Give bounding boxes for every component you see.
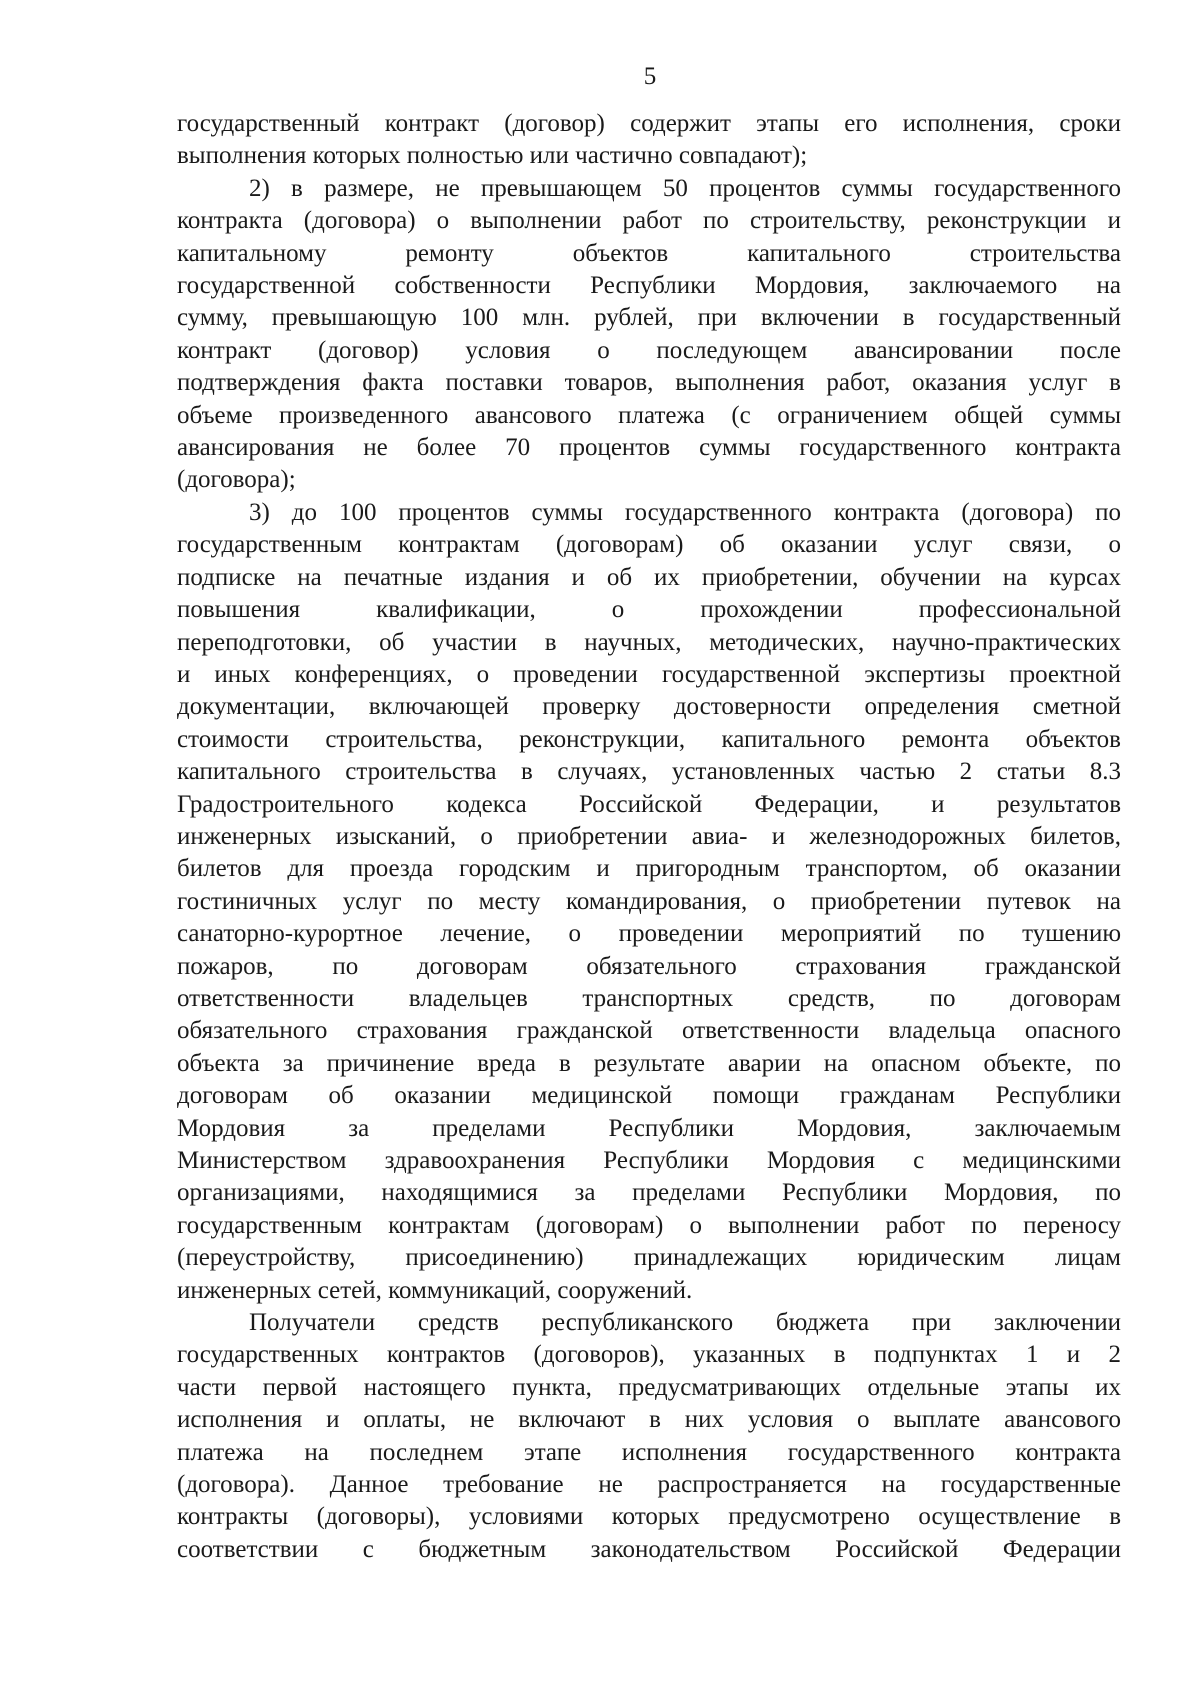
text-line: организациями, находящимися за пределами Республики Мордовия, по bbox=[177, 1179, 1121, 1207]
paragraph bbox=[177, 1307, 1121, 1566]
text-line: подтверждения факта поставки товаров, выполнения работ, оказания услуг в bbox=[177, 369, 1121, 397]
text-line: соответствии с бюджетным законодательством Российской Федерации bbox=[177, 1535, 1121, 1563]
document-body bbox=[177, 108, 1121, 1566]
page-number: 5 bbox=[643, 63, 657, 90]
text-line: переподготовки, об участии в научных, методических, научно-практических bbox=[177, 628, 1121, 656]
text-line: государственных контрактов (договоров), указанных в подпунктах 1 и 2 bbox=[177, 1341, 1121, 1369]
text-line: авансирования не более 70 процентов суммы государственного контракта bbox=[177, 434, 1121, 462]
text-line: подписке на печатные издания и об их приобретении, обучении на курсах bbox=[177, 563, 1121, 591]
text-line: инженерных сетей, коммуникаций, сооружений. bbox=[177, 1276, 693, 1304]
paragraph bbox=[177, 497, 1121, 1307]
text-line: государственной собственности Республики Мордовия, заключаемого на bbox=[177, 272, 1121, 300]
text-line: контракты (договоры), условиями которых предусмотрено осуществление в bbox=[177, 1503, 1121, 1531]
text-line: контракт (договор) условия о последующем авансировании после bbox=[177, 336, 1121, 364]
text-line: 3) до 100 процентов суммы государственного контракта (договора) по bbox=[249, 498, 1121, 526]
text-line: документации, включающей проверку достоверности определения сметной bbox=[177, 693, 1121, 721]
text-line: договорам об оказании медицинской помощи гражданам Республики bbox=[177, 1082, 1121, 1110]
text-line: государственный контракт (договор) содержит этапы его исполнения, сроки bbox=[177, 110, 1121, 137]
text-line: гостиничных услуг по месту командирования, о приобретении путевок на bbox=[177, 887, 1121, 915]
text-line: контракта (договора) о выполнении работ по строительству, реконструкции и bbox=[177, 207, 1121, 235]
text-line: капитального строительства в случаях, установленных частью 2 статьи 8.3 bbox=[177, 758, 1121, 786]
text-line: 2) в размере, не превышающем 50 процентов суммы государственного bbox=[249, 174, 1121, 202]
text-line: части первой настоящего пункта, предусматривающих отдельные этапы их bbox=[177, 1373, 1121, 1401]
text-line: объекта за причинение вреда в результате аварии на опасном объекте, по bbox=[177, 1049, 1121, 1077]
text-line: ответственности владельцев транспортных средств, по договорам bbox=[177, 984, 1121, 1012]
text-line: Градостроительного кодекса Российской Федерации, и результатов bbox=[177, 790, 1121, 818]
text-line: платежа на последнем этапе исполнения государственного контракта bbox=[177, 1438, 1121, 1466]
text-line: повышения квалификации, о прохождении профессиональной bbox=[177, 596, 1121, 624]
text-line: обязательного страхования гражданской ответственности владельца опасного bbox=[177, 1017, 1121, 1045]
text-line: исполнения и оплаты, не включают в них условия о выплате авансового bbox=[177, 1406, 1121, 1434]
text-line: (переустройству, присоединению) принадлежащих юридическим лицам bbox=[177, 1244, 1121, 1272]
text-line: санаторно-курортное лечение, о проведении мероприятий по тушению bbox=[177, 920, 1121, 948]
text-line: объеме произведенного авансового платежа (с ограничением общей суммы bbox=[177, 401, 1121, 429]
text-line: выполнения которых полностью или частично совпадают); bbox=[177, 142, 808, 170]
text-line: Получатели средств республиканского бюджета при заключении bbox=[249, 1309, 1121, 1337]
text-line: (договора). Данное требование не распространяется на государственные bbox=[177, 1471, 1121, 1499]
text-line: сумму, превышающую 100 млн. рублей, при включении в государственный bbox=[177, 304, 1121, 332]
paragraph bbox=[177, 173, 1121, 497]
text-line: Мордовия за пределами Республики Мордовия, заключаемым bbox=[177, 1114, 1121, 1142]
text-line: (договора); bbox=[177, 466, 296, 494]
text-line: государственным контрактам (договорам) о выполнении работ по переносу bbox=[177, 1211, 1121, 1239]
text-line: билетов для проезда городским и пригородным транспортом, об оказании bbox=[177, 855, 1121, 883]
text-line: пожаров, по договорам обязательного страхования гражданской bbox=[177, 952, 1121, 980]
text-line: инженерных изысканий, о приобретении авиа- и железнодорожных билетов, bbox=[177, 822, 1121, 850]
text-line: государственным контрактам (договорам) об оказании услуг связи, о bbox=[177, 531, 1121, 559]
paragraph bbox=[177, 108, 1121, 173]
text-line: капитальному ремонту объектов капитального строительства bbox=[177, 239, 1121, 267]
text-line: стоимости строительства, реконструкции, капитального ремонта объектов bbox=[177, 725, 1121, 753]
text-line: и иных конференциях, о проведении государственной экспертизы проектной bbox=[177, 660, 1121, 688]
text-line: Министерством здравоохранения Республики Мордовия с медицинскими bbox=[177, 1147, 1121, 1174]
